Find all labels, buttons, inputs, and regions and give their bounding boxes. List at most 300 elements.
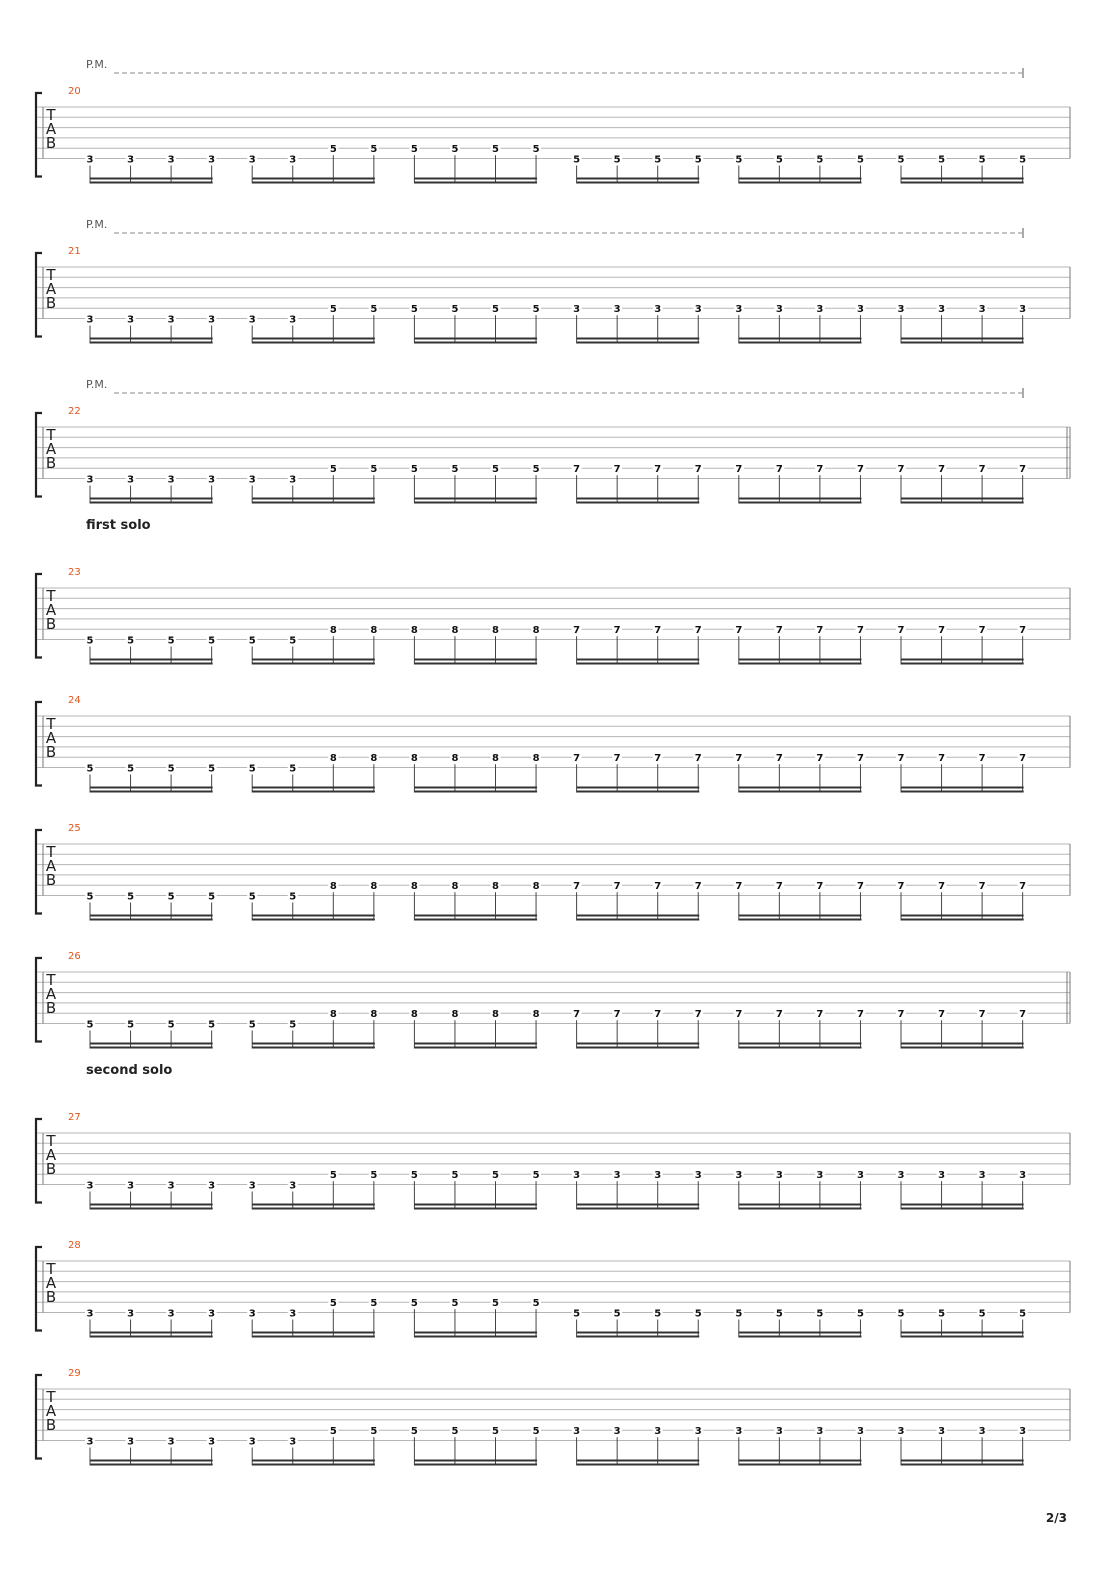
fret-number: 8 xyxy=(370,753,378,765)
fret-number: 3 xyxy=(573,1426,581,1438)
fret-number: 3 xyxy=(289,314,297,326)
measure-number: 22 xyxy=(68,406,81,417)
beam-line xyxy=(901,178,1024,180)
fret-number: 3 xyxy=(208,1308,216,1320)
fret-number: 3 xyxy=(1019,1170,1027,1182)
beam-line xyxy=(252,659,375,661)
fret-number: 8 xyxy=(532,625,540,637)
fret-number: 8 xyxy=(329,1009,337,1021)
fret-number: 7 xyxy=(856,1009,864,1021)
measure-number: 28 xyxy=(68,1240,81,1251)
fret-number: 3 xyxy=(127,1436,135,1448)
fret-number: 3 xyxy=(856,304,864,316)
fret-number: 5 xyxy=(127,763,135,775)
fret-number: 5 xyxy=(289,1019,297,1031)
fret-number: 7 xyxy=(654,625,662,637)
fret-number: 3 xyxy=(167,1180,175,1192)
fret-number: 3 xyxy=(694,304,702,316)
fret-number: 8 xyxy=(492,625,499,637)
fret-number: 5 xyxy=(451,1426,459,1438)
fret-number: 5 xyxy=(127,1019,135,1031)
fret-number: 8 xyxy=(370,881,378,893)
fret-number: 3 xyxy=(86,314,94,326)
system-bracket xyxy=(36,1375,42,1459)
beam-line xyxy=(901,1208,1024,1210)
fret-number: 5 xyxy=(492,1170,499,1182)
beam-line xyxy=(901,1332,1024,1334)
fret-number: 3 xyxy=(248,1180,256,1192)
fret-number: 5 xyxy=(532,1426,540,1438)
fret-number: 3 xyxy=(573,304,581,316)
fret-number: 5 xyxy=(978,1308,986,1320)
beam-line xyxy=(577,1204,700,1206)
fret-number: 8 xyxy=(410,881,418,893)
fret-number: 5 xyxy=(816,1308,824,1320)
fret-number: 3 xyxy=(897,1426,905,1438)
tab-system xyxy=(36,1063,1070,1210)
fret-number: 5 xyxy=(329,144,337,156)
fret-number: 3 xyxy=(938,1170,946,1182)
beam-line xyxy=(577,663,700,665)
beam-line xyxy=(739,1460,862,1462)
beam-line xyxy=(739,659,862,661)
fret-number: 5 xyxy=(492,464,499,476)
tab-system xyxy=(36,695,1070,793)
tab-system xyxy=(36,378,1070,504)
tab-clef-letter: B xyxy=(45,743,57,761)
beam-line xyxy=(414,1208,537,1210)
fret-number: 3 xyxy=(167,154,175,166)
beam-line xyxy=(901,502,1024,504)
beam-line xyxy=(90,338,213,340)
fret-number: 7 xyxy=(1019,625,1027,637)
beam-line xyxy=(90,915,213,917)
fret-number: 3 xyxy=(208,314,216,326)
fret-number: 3 xyxy=(816,304,824,316)
fret-number: 7 xyxy=(816,881,824,893)
beam-line xyxy=(577,1043,700,1045)
fret-number: 5 xyxy=(654,154,662,166)
fret-number: 5 xyxy=(451,1170,459,1182)
fret-number: 5 xyxy=(938,154,946,166)
beam-line xyxy=(577,919,700,921)
beam-line xyxy=(414,1460,537,1462)
fret-number: 7 xyxy=(735,464,743,476)
fret-number: 5 xyxy=(208,763,216,775)
beam-line xyxy=(90,1043,213,1045)
fret-number: 5 xyxy=(492,304,499,316)
beam-line xyxy=(739,919,862,921)
fret-number: 7 xyxy=(1019,881,1027,893)
system-bracket xyxy=(36,253,42,337)
fret-number: 5 xyxy=(370,464,378,476)
fret-number: 3 xyxy=(694,1170,702,1182)
fret-number: 7 xyxy=(938,1009,946,1021)
fret-number: 7 xyxy=(897,1009,905,1021)
fret-number: 7 xyxy=(694,753,702,765)
tab-clef-letter: A xyxy=(45,857,57,875)
fret-number: 3 xyxy=(978,1426,986,1438)
beam-line xyxy=(739,498,862,500)
fret-number: 8 xyxy=(532,1009,540,1021)
fret-number: 5 xyxy=(451,1298,459,1310)
fret-number: 5 xyxy=(167,635,175,647)
beam-line xyxy=(739,342,862,344)
beam-line xyxy=(577,1332,700,1334)
beam-line xyxy=(739,1204,862,1206)
systems-container xyxy=(36,58,1070,1466)
fret-number: 5 xyxy=(370,1170,378,1182)
fret-number: 3 xyxy=(978,304,986,316)
fret-number: 5 xyxy=(856,154,864,166)
tab-clef-letter: B xyxy=(45,294,57,312)
palm-mute-label: P.M. xyxy=(86,218,108,231)
beam-line xyxy=(577,1336,700,1338)
fret-number: 8 xyxy=(451,1009,459,1021)
fret-number: 8 xyxy=(451,881,459,893)
fret-number: 3 xyxy=(978,1170,986,1182)
fret-number: 3 xyxy=(208,474,216,486)
beam-line xyxy=(252,1336,375,1338)
fret-number: 5 xyxy=(329,1298,337,1310)
fret-number: 5 xyxy=(370,304,378,316)
fret-number: 5 xyxy=(167,1019,175,1031)
section-label: second solo xyxy=(86,1063,173,1078)
fret-number: 8 xyxy=(492,753,499,765)
tab-clef-letter: B xyxy=(45,1160,57,1178)
beam-line xyxy=(252,1204,375,1206)
fret-number: 5 xyxy=(1019,1308,1027,1320)
beam-line xyxy=(414,342,537,344)
fret-number: 3 xyxy=(289,474,297,486)
measure-number: 24 xyxy=(68,695,81,706)
beam-line xyxy=(577,791,700,793)
fret-number: 3 xyxy=(86,154,94,166)
fret-number: 8 xyxy=(410,625,418,637)
section-label: first solo xyxy=(86,518,151,533)
fret-number: 3 xyxy=(897,304,905,316)
fret-number: 5 xyxy=(856,1308,864,1320)
beam-line xyxy=(414,659,537,661)
fret-number: 3 xyxy=(208,154,216,166)
fret-number: 3 xyxy=(86,1436,94,1448)
beam-line xyxy=(901,1043,1024,1045)
fret-number: 5 xyxy=(329,1426,337,1438)
tab-system xyxy=(36,1368,1070,1466)
beam-line xyxy=(252,1047,375,1049)
fret-number: 7 xyxy=(573,881,581,893)
fret-number: 5 xyxy=(370,144,378,156)
fret-number: 7 xyxy=(573,1009,581,1021)
fret-number: 8 xyxy=(492,1009,499,1021)
beam-line xyxy=(739,1332,862,1334)
fret-number: 3 xyxy=(897,1170,905,1182)
fret-number: 3 xyxy=(735,1170,743,1182)
fret-number: 5 xyxy=(208,635,216,647)
beam-line xyxy=(90,1460,213,1462)
fret-number: 5 xyxy=(329,1170,337,1182)
beam-line xyxy=(577,1208,700,1210)
fret-number: 7 xyxy=(613,753,621,765)
beam-line xyxy=(414,1043,537,1045)
fret-number: 3 xyxy=(127,474,135,486)
fret-number: 7 xyxy=(897,881,905,893)
fret-number: 8 xyxy=(410,753,418,765)
fret-number: 3 xyxy=(938,304,946,316)
fret-number: 5 xyxy=(978,154,986,166)
fret-number: 3 xyxy=(208,1180,216,1192)
tab-clef-letter: A xyxy=(45,729,57,747)
fret-number: 5 xyxy=(492,1298,499,1310)
fret-number: 5 xyxy=(694,154,702,166)
beam-line xyxy=(252,791,375,793)
system-bracket xyxy=(36,830,42,914)
beam-line xyxy=(901,338,1024,340)
tab-system xyxy=(36,1240,1070,1338)
fret-number: 7 xyxy=(613,625,621,637)
beam-line xyxy=(577,182,700,184)
measure-number: 25 xyxy=(68,823,81,834)
beam-line xyxy=(90,663,213,665)
tab-clef-letter: T xyxy=(46,587,56,605)
fret-number: 3 xyxy=(856,1170,864,1182)
beam-line xyxy=(577,342,700,344)
fret-number: 5 xyxy=(897,154,905,166)
fret-number: 7 xyxy=(897,625,905,637)
fret-number: 7 xyxy=(613,881,621,893)
fret-number: 3 xyxy=(816,1170,824,1182)
fret-number: 3 xyxy=(775,304,783,316)
fret-number: 7 xyxy=(654,753,662,765)
beam-line xyxy=(90,1047,213,1049)
beam-line xyxy=(739,915,862,917)
fret-number: 5 xyxy=(410,464,418,476)
beam-line xyxy=(414,498,537,500)
tab-system xyxy=(36,951,1070,1049)
fret-number: 7 xyxy=(775,1009,783,1021)
beam-line xyxy=(90,1336,213,1338)
tab-clef-letter: T xyxy=(46,1388,56,1406)
beam-line xyxy=(90,498,213,500)
fret-number: 8 xyxy=(532,881,540,893)
fret-number: 5 xyxy=(735,1308,743,1320)
fret-number: 3 xyxy=(167,1436,175,1448)
tab-clef-letter: A xyxy=(45,1402,57,1420)
fret-number: 5 xyxy=(127,891,135,903)
tab-clef-letter: B xyxy=(45,871,57,889)
fret-number: 7 xyxy=(856,753,864,765)
fret-number: 5 xyxy=(897,1308,905,1320)
beam-line xyxy=(739,787,862,789)
system-bracket xyxy=(36,702,42,786)
beam-line xyxy=(252,1208,375,1210)
beam-line xyxy=(90,1332,213,1334)
beam-line xyxy=(739,1464,862,1466)
fret-number: 5 xyxy=(775,1308,783,1320)
fret-number: 5 xyxy=(329,304,337,316)
fret-number: 3 xyxy=(694,1426,702,1438)
fret-number: 5 xyxy=(451,144,459,156)
fret-number: 8 xyxy=(532,753,540,765)
tab-clef-letter: T xyxy=(46,1132,56,1150)
fret-number: 5 xyxy=(532,1298,540,1310)
beam-line xyxy=(901,919,1024,921)
fret-number: 5 xyxy=(86,891,94,903)
fret-number: 3 xyxy=(775,1426,783,1438)
measure-number: 20 xyxy=(68,86,81,97)
beam-line xyxy=(901,498,1024,500)
beam-line xyxy=(901,915,1024,917)
beam-line xyxy=(90,1464,213,1466)
fret-number: 7 xyxy=(775,464,783,476)
fret-number: 3 xyxy=(127,314,135,326)
beam-line xyxy=(577,915,700,917)
fret-number: 5 xyxy=(248,635,256,647)
fret-number: 5 xyxy=(654,1308,662,1320)
page-number: 2/3 xyxy=(1045,1511,1067,1525)
fret-number: 3 xyxy=(248,314,256,326)
fret-number: 5 xyxy=(451,464,459,476)
tab-clef-letter: T xyxy=(46,426,56,444)
fret-number: 7 xyxy=(816,1009,824,1021)
fret-number: 7 xyxy=(654,881,662,893)
fret-number: 8 xyxy=(451,625,459,637)
fret-number: 5 xyxy=(532,304,540,316)
fret-number: 7 xyxy=(938,881,946,893)
fret-number: 7 xyxy=(978,464,986,476)
fret-number: 3 xyxy=(127,1180,135,1192)
beam-line xyxy=(414,915,537,917)
fret-number: 5 xyxy=(816,154,824,166)
beam-line xyxy=(252,498,375,500)
beam-line xyxy=(90,1204,213,1206)
beam-line xyxy=(739,791,862,793)
beam-line xyxy=(414,1464,537,1466)
beam-line xyxy=(414,1204,537,1206)
fret-number: 3 xyxy=(289,1180,297,1192)
beam-line xyxy=(252,1332,375,1334)
fret-number: 5 xyxy=(370,1426,378,1438)
beam-line xyxy=(414,338,537,340)
beam-line xyxy=(252,1043,375,1045)
fret-number: 5 xyxy=(248,1019,256,1031)
beam-line xyxy=(901,659,1024,661)
tab-clef-letter: A xyxy=(45,120,57,138)
beam-line xyxy=(414,178,537,180)
fret-number: 3 xyxy=(289,1436,297,1448)
beam-line xyxy=(252,502,375,504)
beam-line xyxy=(739,1047,862,1049)
fret-number: 8 xyxy=(370,1009,378,1021)
fret-number: 5 xyxy=(329,464,337,476)
fret-number: 5 xyxy=(410,1426,418,1438)
fret-number: 3 xyxy=(938,1426,946,1438)
fret-number: 7 xyxy=(897,464,905,476)
fret-number: 5 xyxy=(735,154,743,166)
beam-line xyxy=(739,178,862,180)
fret-number: 7 xyxy=(654,464,662,476)
fret-number: 5 xyxy=(410,1298,418,1310)
tab-clef-letter: A xyxy=(45,280,57,298)
fret-number: 3 xyxy=(1019,1426,1027,1438)
beam-line xyxy=(252,182,375,184)
fret-number: 5 xyxy=(86,763,94,775)
fret-number: 7 xyxy=(938,625,946,637)
fret-number: 3 xyxy=(654,304,662,316)
tab-clef-letter: A xyxy=(45,1274,57,1292)
beam-line xyxy=(739,663,862,665)
system-bracket xyxy=(36,93,42,177)
beam-line xyxy=(901,1460,1024,1462)
fret-number: 3 xyxy=(775,1170,783,1182)
beam-line xyxy=(739,1208,862,1210)
beam-line xyxy=(577,659,700,661)
fret-number: 5 xyxy=(410,1170,418,1182)
beam-line xyxy=(901,787,1024,789)
beam-line xyxy=(739,182,862,184)
fret-number: 5 xyxy=(86,1019,94,1031)
fret-number: 7 xyxy=(978,881,986,893)
fret-number: 3 xyxy=(127,1308,135,1320)
beam-line xyxy=(414,791,537,793)
fret-number: 3 xyxy=(248,1308,256,1320)
fret-number: 3 xyxy=(167,474,175,486)
fret-number: 5 xyxy=(532,144,540,156)
fret-number: 7 xyxy=(573,753,581,765)
tab-clef-letter: A xyxy=(45,1146,57,1164)
beam-line xyxy=(252,787,375,789)
fret-number: 7 xyxy=(694,625,702,637)
fret-number: 5 xyxy=(410,304,418,316)
fret-number: 7 xyxy=(978,1009,986,1021)
fret-number: 3 xyxy=(654,1426,662,1438)
fret-number: 5 xyxy=(613,154,621,166)
fret-number: 5 xyxy=(492,1426,499,1438)
fret-number: 5 xyxy=(451,304,459,316)
fret-number: 3 xyxy=(613,1426,621,1438)
tab-clef-letter: T xyxy=(46,715,56,733)
tab-system xyxy=(36,218,1070,344)
fret-number: 3 xyxy=(816,1426,824,1438)
beam-line xyxy=(90,502,213,504)
measure-number: 29 xyxy=(68,1368,81,1379)
measure-number: 27 xyxy=(68,1112,81,1123)
fret-number: 7 xyxy=(613,1009,621,1021)
tab-clef-letter: B xyxy=(45,454,57,472)
fret-number: 7 xyxy=(816,464,824,476)
beam-line xyxy=(90,1208,213,1210)
fret-number: 5 xyxy=(532,1170,540,1182)
beam-line xyxy=(739,1336,862,1338)
beam-line xyxy=(252,178,375,180)
beam-line xyxy=(90,342,213,344)
fret-number: 5 xyxy=(289,635,297,647)
tab-system xyxy=(36,823,1070,921)
fret-number: 3 xyxy=(289,1308,297,1320)
palm-mute-label: P.M. xyxy=(86,378,108,391)
beam-line xyxy=(414,1336,537,1338)
beam-line xyxy=(90,178,213,180)
fret-number: 3 xyxy=(735,1426,743,1438)
measure-number: 26 xyxy=(68,951,81,962)
fret-number: 3 xyxy=(127,154,135,166)
fret-number: 5 xyxy=(86,635,94,647)
beam-line xyxy=(414,1332,537,1334)
fret-number: 7 xyxy=(978,753,986,765)
fret-number: 5 xyxy=(289,891,297,903)
beam-line xyxy=(252,338,375,340)
beam-line xyxy=(414,1047,537,1049)
